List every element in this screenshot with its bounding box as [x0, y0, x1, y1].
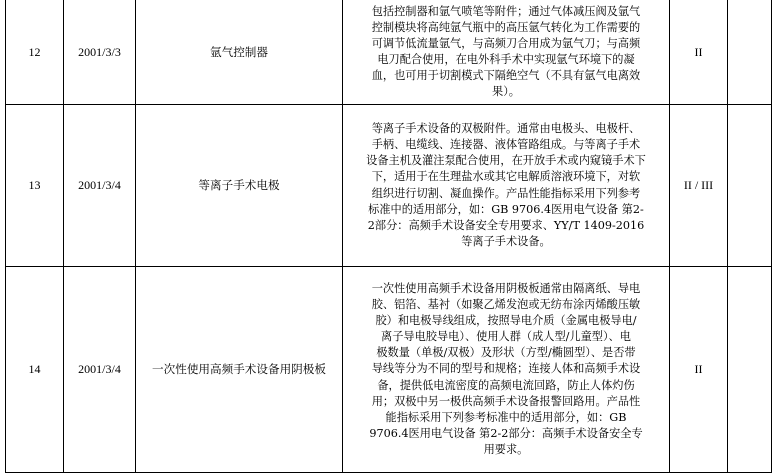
device-name: 一次性使用高频手术设备用阴极板 [136, 267, 343, 473]
description-line: 胶、铝箔、基衬（如聚乙烯发泡或无纺布涂丙烯酸压敏 [371, 298, 641, 312]
description-line: 离子导电胶导电）、使用人群（成人型/儿童型）、电 [381, 330, 631, 344]
device-table [5, 0, 772, 473]
description-line: 手柄、电缆线、连接器、液体管路组成。与等离子手术 [371, 138, 641, 152]
description-line: 能指标采用下列参考标准中的适用部分，如：GB [385, 410, 627, 424]
description-line: 标准中的适用部分，如：GB 9706.4医用电气设备 第2- [368, 202, 644, 216]
description-line: 一次性使用高频手术设备用阴极板通常由隔离纸、导电 [371, 281, 641, 295]
table-body [6, 0, 772, 473]
row-date: 2001/3/3 [64, 0, 136, 105]
row-number: 14 [6, 267, 64, 473]
description-line: 极数量（单极/双极）及形状（方型/椭圆型）、是否带 [376, 346, 636, 360]
row-number: 12 [6, 0, 64, 105]
device-name: 氩气控制器 [136, 0, 343, 105]
description-line: 用要求。 [483, 442, 529, 456]
extra-cell [728, 105, 772, 267]
table-row [6, 0, 772, 105]
table-row [6, 267, 772, 473]
description-line: 等离子手术设备的双极附件。通常由电极头、电极杆、 [371, 122, 641, 136]
description-line: 导线等分为不同的型号和规格；连接人体和高频手术设 [371, 362, 641, 376]
description-line: 2部分：高频手术设备安全专用要求、YY/T 1409-2016 [367, 218, 645, 232]
extra-cell [728, 0, 772, 105]
description-line: 用；双极中另一极供高频手术设备报警回路用。产品性 [371, 394, 641, 408]
device-class: II [670, 267, 728, 473]
device-name: 等离子手术电极 [136, 105, 343, 267]
description-line: 组织进行切割、凝血操作。产品性能指标采用下列参考 [371, 186, 641, 200]
description-line: 设备主机及灌注泵配合使用，在开放手术或内窥镜手术下 [366, 154, 646, 168]
row-date: 2001/3/4 [64, 105, 136, 267]
row-number: 13 [6, 105, 64, 267]
device-description [343, 105, 670, 267]
extra-cell [728, 267, 772, 473]
description-line: 备，提供低电流密度的高频电流回路，防止人体灼伤 [377, 378, 635, 392]
description-line: 控制模块将高纯氩气瓶中的高压氩气转化为工作需要的 [371, 20, 641, 34]
description-line: 血，也可用于切割模式下隔绝空气（不具有氩气电离效 [371, 69, 641, 83]
device-class: II [670, 0, 728, 105]
description-line: 电刀配合使用，在电外科手术中实现氩气环境下的凝 [377, 53, 635, 66]
device-class: II / III [670, 105, 728, 267]
description-line: 等离子手术设备。 [461, 234, 551, 248]
description-line: 9706.4医用电气设备 第2-2部分：高频手术设备安全专 [369, 426, 643, 440]
device-description [343, 0, 670, 105]
row-date: 2001/3/4 [64, 267, 136, 473]
description-line: 可调节低流量氩气，与高频刀合用成为氩气刀；与高频 [371, 36, 641, 50]
description-line: 果）。 [492, 85, 520, 99]
description-line: 胶）和电极导线组成，按照导电介质（金属电极导电/ [375, 314, 637, 328]
table-row [6, 105, 772, 267]
description-line: 包括控制器和氩气喷笔等附件；通过气体减压阀及氩气 [371, 4, 641, 18]
device-description [343, 267, 670, 473]
description-line: 下，适用于在生理盐水或其它电解质溶液环境下，对软 [371, 170, 641, 184]
